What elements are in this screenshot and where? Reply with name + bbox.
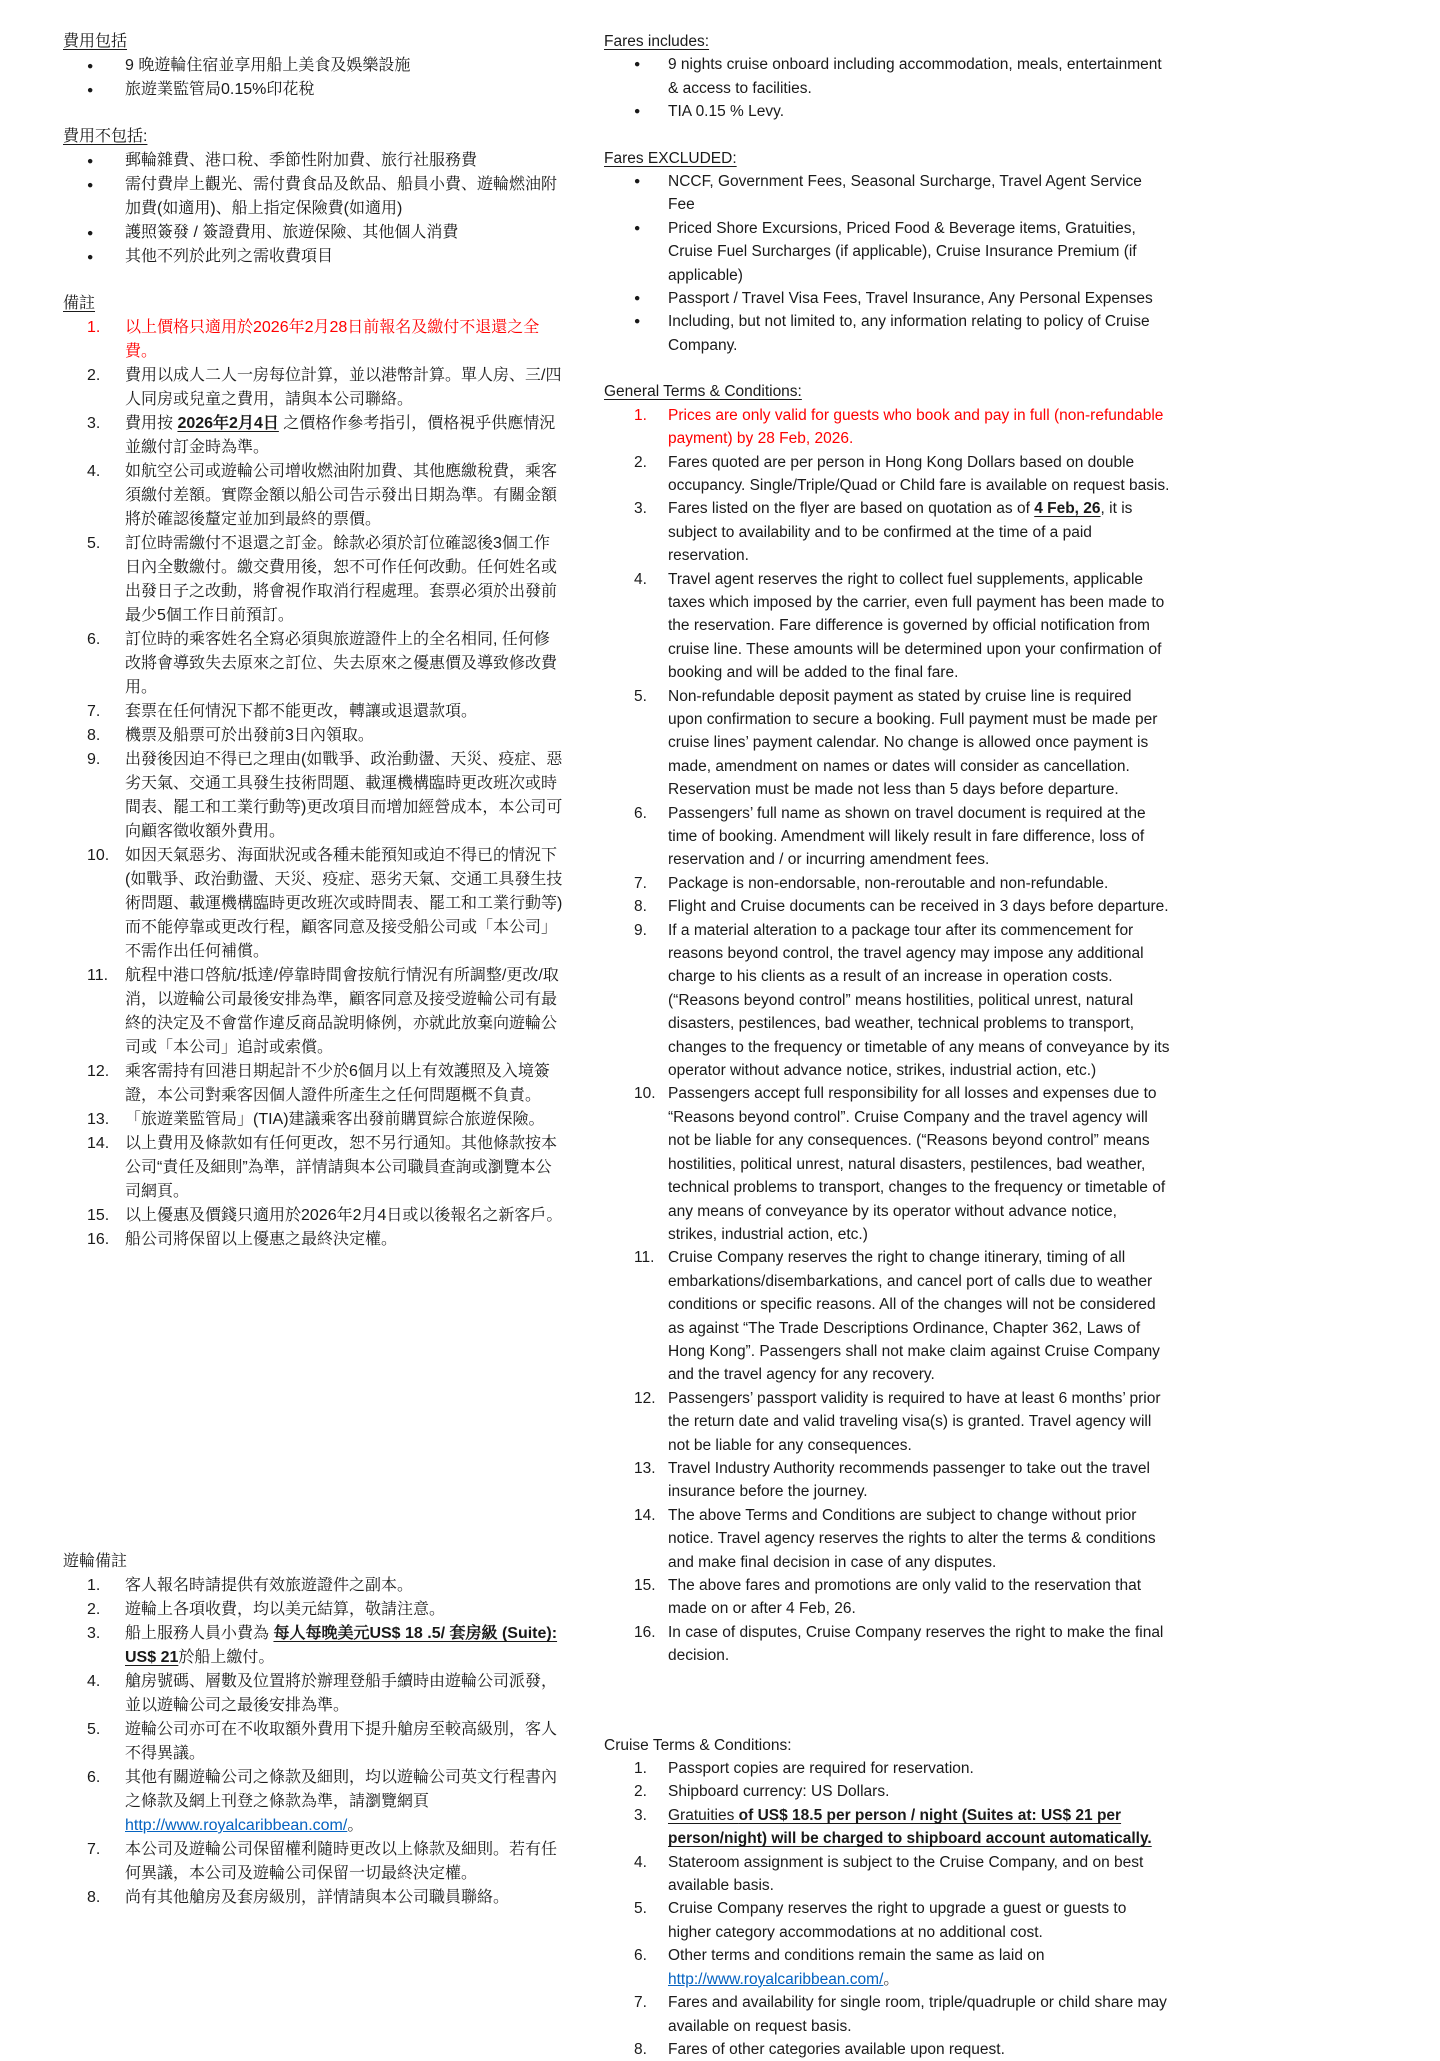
number-marker: 14. [87, 1135, 110, 1152]
item-text [668, 53, 1170, 100]
list-item [63, 245, 563, 269]
item-text [125, 1622, 563, 1670]
text-segment: Fares of other categories available upon request. [668, 2040, 1005, 2058]
number-marker: 3. [634, 500, 647, 518]
number-marker: 5. [634, 687, 647, 705]
list-item [63, 412, 563, 460]
text-segment: Cruise Company reserves the right to change itinerary, timing of all embarkations/disembarkations, and cancel port of calls due to weather conditions or specific reasons. All of the changes will not be considered as against “The Trade Descriptions Ordinance, Chapter 362, Laws of Hong Kong”. Passengers shall not make claim against Cruise Company and the travel agency for any recovery. [668, 1249, 1160, 1384]
item-text [125, 724, 563, 748]
number-marker: 8. [634, 2040, 647, 2058]
number-marker: 1. [634, 406, 647, 424]
section-list [604, 53, 1170, 123]
number-marker: 6. [634, 804, 647, 822]
list-item [604, 1082, 1170, 1246]
list-item [63, 78, 563, 102]
number-marker: 12. [87, 1063, 110, 1080]
text-segment: 本公司及遊輪公司保留權利隨時更改以上條款及細則。若有任何異議，本公司及遊輪公司保留一切最終決定權。 [125, 1841, 558, 1882]
number-marker: 1. [87, 319, 101, 336]
text-segment: 遊輪上各項收費，均以美元結算，敬請注意。 [125, 1601, 446, 1618]
item-text [125, 364, 563, 412]
item-text [668, 2038, 1170, 2061]
section-title: 費用包括 [63, 33, 128, 50]
text-segment: 訂位時的乘客姓名全寫必須與旅遊證件上的全名相同, 任何修改將會導致失去原來之訂位、失去原來之優惠價及導致修改費用。 [125, 631, 558, 696]
number-marker: 8. [87, 1889, 101, 1906]
item-text [125, 700, 563, 724]
number-marker: 6. [634, 1947, 647, 1965]
bullet-marker: ● [87, 155, 94, 167]
text-segment: 以上優惠及價錢只適用於2026年2月4日或以後報名之新客戶。 [125, 1207, 563, 1224]
section-title: 費用不包括: [63, 128, 148, 145]
text-segment: , it is subject to availability and to be confirmed at the time of a paid reservation. [668, 500, 1133, 565]
list-item [63, 700, 563, 724]
section-title: Cruise Terms & Conditions: [604, 1736, 792, 1754]
number-marker: 4. [87, 1673, 101, 1690]
text-segment: 旅遊業監管局0.15%印花稅 [125, 81, 315, 98]
section-title: 備註 [63, 295, 96, 312]
section-cruise-notes [63, 1550, 563, 1910]
list-item [63, 1598, 563, 1622]
item-text [125, 1574, 563, 1598]
item-text [125, 964, 563, 1060]
list-item [604, 1944, 1170, 1991]
list-item [63, 724, 563, 748]
list-item [604, 1991, 1170, 2038]
text-segment: TIA 0.15 % Levy. [668, 103, 785, 121]
number-marker: 5. [87, 535, 101, 552]
list-item [604, 1851, 1170, 1898]
item-text [668, 404, 1170, 451]
text-segment: Shipboard currency: US Dollars. [668, 1783, 890, 1801]
text-segment: If a material alteration to a package tour after its commencement for reasons beyond control, the travel agency may impose any additional charge to his clients as a result of an increase in operation costs. (“Reasons beyond control” means hostilities, political unrest, natural disasters, pestilences, bad weather, technical problems to transport, changes to the frequency or timetable of any means of conveyance by its operator without advance notice, strikes, industrial action, etc.) [668, 921, 1170, 1080]
text-segment: 每人每晚美元US$ 18 .5/ 套房級 (Suite): US$ 21 [125, 1625, 558, 1666]
item-text [125, 1670, 563, 1718]
list-item [604, 497, 1170, 567]
text-segment: 套票在任何情況下都不能更改，轉讓或退還款項。 [125, 703, 478, 720]
list-item [63, 532, 563, 628]
list-item [604, 451, 1170, 498]
text-segment: Flight and Cruise documents can be received in 3 days before departure. [668, 898, 1169, 916]
bullet-marker: ● [87, 84, 94, 96]
item-text [125, 245, 563, 269]
text-segment: 其他有關遊輪公司之條款及細則，均以遊輪公司英文行程書內之條款及網上刊登之條款為準，請瀏覽網頁 [125, 1769, 558, 1810]
text-segment: 費用以成人二人一房每位計算，並以港幣計算。單人房、三/四人同房或兒童之費用，請與本公司聯絡。 [125, 367, 562, 408]
text-segment: Fares quoted are per person in Hong Kong Dollars based on double occupancy. Single/Triple/Quad or Child fare is available on request basis. [668, 453, 1170, 494]
number-marker: 9. [634, 921, 647, 939]
text-segment: Cruise Company reserves the right to upgrade a guest or guests to higher category accommodations at no additional cost. [668, 1900, 1127, 1941]
item-text [125, 1228, 563, 1252]
number-marker: 8. [634, 898, 647, 916]
bullet-marker: ● [87, 251, 94, 263]
text-segment: 以上費用及條款如有任何更改，恕不另行通知。其他條款按本公司“責任及細則”為準，詳情請與本公司職員查詢或瀏覽本公司網頁。 [125, 1135, 558, 1200]
number-marker: 14. [634, 1506, 656, 1524]
list-item [63, 1886, 563, 1910]
text-segment: 需付費岸上觀光、需付費食品及飲品、船員小費、遊輪燃油附加費(如適用)、船上指定保險費(如適用) [125, 176, 558, 217]
number-marker: 3. [634, 1806, 647, 1824]
list-item [604, 1804, 1170, 1851]
item-text [125, 460, 563, 532]
text-segment: 艙房號碼、層數及位置將於辦理登船手續時由遊輪公司派發，並以遊輪公司之最後安排為準。 [125, 1673, 558, 1714]
list-item [604, 1387, 1170, 1457]
bullet-marker: ● [87, 179, 94, 191]
text-segment: Stateroom assignment is subject to the Cruise Company, and on best available basis. [668, 1853, 1144, 1895]
number-marker: 11. [634, 1249, 655, 1267]
text-segment: Travel agent reserves the right to collect fuel supplements, applicable taxes which imposed by the carrier, even full payment has been made to the reservation. Fare difference is governed by official notification from cruise line. These amounts will be determined upon your confirmation of booking and will be added to the final fare. [668, 570, 1165, 682]
list-item [63, 1838, 563, 1886]
list-item [63, 364, 563, 412]
text-segment: 9 晚遊輪住宿並享用船上美食及娛樂設施 [125, 57, 411, 74]
text-segment: 出發後因迫不得已之理由(如戰爭、政治動盪、天災、疫症、惡劣天氣、交通工具發生技術問題、載運機構臨時更改班次或時間表、罷工和工業行動等)更改項目而增加經營成本，本公司可向顧客徵收額外費用。 [125, 751, 563, 840]
section-list [604, 404, 1170, 1668]
section-list [604, 1757, 1170, 2061]
number-marker: 4. [634, 570, 647, 588]
text-segment: Travel Industry Authority recommends passenger to take out the travel insurance before the journey. [668, 1459, 1150, 1501]
section-list [63, 316, 563, 1252]
english-terms-column [604, 30, 1170, 2061]
text-segment: 船公司將保留以上優惠之最終決定權。 [125, 1231, 398, 1248]
text-segment: of US$ 18.5 per person / night (Suites at: US$ 21 per person/night) will be charged to shipboard account automatically. [668, 1806, 1152, 1848]
number-marker: 10. [634, 1085, 656, 1103]
text-segment: Other terms and conditions remain the same as laid on [668, 1947, 1045, 1965]
text-segment: Gratuities [668, 1806, 739, 1824]
item-text [125, 1766, 563, 1838]
bullet-marker: ● [634, 221, 641, 234]
list-item [604, 802, 1170, 872]
section-list [63, 1574, 563, 1910]
item-text [668, 451, 1170, 498]
text-segment: Passengers’ passport validity is required to have at least 6 months’ prior the return date and valid traveling visa(s) is granted. Travel agency will not be liable for any consequences. [668, 1389, 1161, 1454]
number-marker: 16. [634, 1623, 656, 1641]
item-text [668, 100, 1170, 123]
number-marker: 13. [87, 1111, 110, 1128]
royal-caribbean-link[interactable]: http://www.royalcaribbean.com/ [125, 1817, 348, 1834]
item-text [668, 170, 1170, 217]
item-text [668, 1574, 1170, 1621]
bullet-marker: ● [634, 58, 641, 71]
item-text [125, 221, 563, 245]
item-text [668, 1387, 1170, 1457]
item-text [125, 628, 563, 700]
list-item [604, 919, 1170, 1083]
number-marker: 5. [634, 1900, 647, 1918]
bullet-marker: ● [634, 105, 641, 118]
bullet-marker: ● [634, 175, 641, 188]
text-segment: 之價格作參考指引，價格視乎供應情況並繳付訂金時為準。 [125, 415, 556, 456]
list-item [604, 568, 1170, 685]
list-item [604, 895, 1170, 918]
list-item [604, 53, 1170, 100]
item-text [668, 1991, 1170, 2038]
number-marker: 13. [634, 1459, 656, 1477]
text-segment: 費用按 [125, 415, 178, 432]
item-text [125, 844, 563, 964]
text-segment: Priced Shore Excursions, Priced Food & Beverage items, Gratuities, Cruise Fuel Surcharges (if applicable), Cruise Insurance Premium (if applicable) [668, 219, 1137, 284]
item-text [668, 685, 1170, 802]
number-marker: 1. [87, 1577, 101, 1594]
list-item [604, 217, 1170, 287]
list-item [63, 1228, 563, 1252]
text-segment: 機票及船票可於出發前3日內領取。 [125, 727, 374, 744]
section-remarks [63, 292, 563, 1252]
text-segment: Passport copies are required for reservation. [668, 1760, 974, 1778]
text-segment: 遊輪公司亦可在不收取額外費用下提升艙房至較高級別，客人不得異議。 [125, 1721, 558, 1762]
text-segment: 。 [347, 1817, 364, 1834]
number-marker: 8. [87, 727, 101, 744]
section-fees-include [63, 30, 563, 102]
list-item [63, 1670, 563, 1718]
list-item [604, 100, 1170, 123]
list-item [604, 872, 1170, 895]
list-item [604, 170, 1170, 217]
item-text [668, 1082, 1170, 1246]
item-text [125, 1108, 563, 1132]
text-segment: Including, but not limited to, any information relating to policy of Cruise Company. [668, 313, 1150, 354]
item-text [668, 895, 1170, 918]
text-segment: 4 Feb, 26 [1034, 500, 1101, 518]
text-segment: Fares and availability for single room, triple/quadruple or child share may available on request basis. [668, 1994, 1167, 2035]
list-item [63, 964, 563, 1060]
number-marker: 12. [634, 1389, 656, 1407]
list-item [604, 1574, 1170, 1621]
item-text [125, 532, 563, 628]
number-marker: 7. [87, 703, 101, 720]
text-segment: Passengers accept full responsibility for all losses and expenses due to “Reasons beyond control”. Cruise Company and the travel agency will not be liable for any consequences. (“Reasons beyond control” means hostilities, political unrest, natural disasters, pestilences, bad weather, technical problems to transport, changes to the frequency or timetable of any means of conveyance by its operator without advance notice, strikes, industrial action, etc.) [668, 1085, 1166, 1243]
number-marker: 16. [87, 1231, 110, 1248]
text-segment: Package is non-endorsable, non-reroutable and non-refundable. [668, 874, 1109, 892]
list-item [604, 685, 1170, 802]
number-marker: 4. [87, 463, 101, 480]
text-segment: 訂位時需繳付不退還之訂金。餘款必須於訂位確認後3個工作日內全數繳付。繳交費用後，恕不可作任何改動。任何姓名或出發日子之改動，將會視作取消行程處理。套票必須於出發前最少5個工作日前預訂。 [125, 535, 558, 624]
text-segment: 客人報名時請提供有效旅遊證件之副本。 [125, 1577, 414, 1594]
list-item [604, 1897, 1170, 1944]
item-text [668, 872, 1170, 895]
text-segment: 尚有其他艙房及套房級別，詳情請與本公司職員聯絡。 [125, 1889, 510, 1906]
item-text [668, 1897, 1170, 1944]
item-text [125, 1204, 563, 1228]
number-marker: 4. [634, 1853, 647, 1871]
item-text [668, 217, 1170, 287]
text-segment: 如航空公司或遊輪公司增收燃油附加費、其他應繳稅費，乘客須繳付差額。實際金額以船公司告示發出日期為準。有關金額將於確認後釐定並加到最終的票價。 [125, 463, 558, 528]
list-item [63, 460, 563, 532]
list-item [63, 748, 563, 844]
text-segment: 「旅遊業監管局」(TIA)建議乘客出發前購買綜合旅遊保險。 [125, 1111, 545, 1128]
item-text [668, 1457, 1170, 1504]
section-fees-exclude [63, 125, 563, 269]
text-segment: 郵輪雜費、港口稅、季節性附加費、旅行社服務費 [125, 152, 478, 169]
text-segment: 。 [883, 1970, 899, 1988]
list-item [604, 1457, 1170, 1504]
item-text [668, 1246, 1170, 1386]
list-item [604, 1504, 1170, 1574]
royal-caribbean-link[interactable]: http://www.royalcaribbean.com/ [668, 1970, 884, 1988]
list-item [63, 221, 563, 245]
text-segment: Fares listed on the flyer are based on quotation as of [668, 500, 1035, 518]
text-segment: 以上價格只適用於2026年2月28日前報名及繳付不退還之全費。 [125, 319, 540, 360]
item-text [668, 1804, 1170, 1851]
item-text [125, 1886, 563, 1910]
bullet-marker: ● [634, 315, 641, 328]
text-segment: Prices are only valid for guests who book and pay in full (non-refundable payment) by 28 Feb, 2026. [668, 406, 1164, 448]
section-title: 遊輪備註 [63, 1553, 128, 1570]
item-text [668, 1851, 1170, 1898]
number-marker: 2. [87, 1601, 101, 1618]
number-marker: 15. [634, 1577, 656, 1594]
item-text [668, 568, 1170, 685]
item-text [125, 412, 563, 460]
number-marker: 6. [87, 1769, 101, 1786]
item-text [125, 1598, 563, 1622]
number-marker: 7. [634, 874, 647, 892]
list-item [63, 316, 563, 364]
item-text [125, 78, 563, 102]
section-general-terms [604, 380, 1170, 1667]
section-fares-includes [604, 30, 1170, 124]
item-text [668, 1944, 1170, 1991]
text-segment: 2026年2月4日 [177, 415, 279, 432]
number-marker: 10. [87, 847, 110, 864]
list-item [63, 628, 563, 700]
bullet-marker: ● [87, 60, 94, 72]
text-segment: NCCF, Government Fees, Seasonal Surcharge, Travel Agent Service Fee [668, 173, 1142, 214]
item-text [668, 310, 1170, 357]
chinese-terms-column [63, 30, 563, 1910]
text-segment: Passport / Travel Visa Fees, Travel Insurance, Any Personal Expenses [668, 290, 1153, 308]
section-list [604, 170, 1170, 357]
item-text [668, 919, 1170, 1083]
section-title: Fares includes: [604, 33, 710, 50]
number-marker: 3. [87, 415, 101, 432]
list-item [63, 1622, 563, 1670]
text-segment: 9 nights cruise onboard including accommodation, meals, entertainment & access to facilities. [668, 56, 1162, 97]
number-marker: 2. [634, 453, 647, 471]
text-segment: 乘客需持有回港日期起計不少於6個月以上有效護照及入境簽證，本公司對乘客因個人證件所產生之任何問題概不負責。 [125, 1063, 550, 1104]
number-marker: 2. [634, 1783, 647, 1801]
text-segment: 其他不列於此列之需收費項目 [125, 248, 334, 265]
number-marker: 3. [87, 1625, 101, 1642]
text-segment: 護照簽發 / 簽證費用、旅遊保險、其他個人消費 [125, 224, 459, 241]
item-text [668, 287, 1170, 310]
list-item [63, 149, 563, 173]
item-text [125, 149, 563, 173]
list-item [604, 2038, 1170, 2061]
text-segment: 如因天氣惡劣、海面狀況或各種未能預知或迫不得已的情況下(如戰爭、政治動盪、天災、疫症、惡劣天氣、交通工具發生技術問題、載運機構臨時更改班次或時間表、罷工和工業行動等)而不能停靠或更改行程，顧客同意及接受船公司或「本公司」不需作出任何補償。 [125, 847, 563, 960]
list-item [604, 1757, 1170, 1780]
list-item [604, 1780, 1170, 1803]
item-text [668, 1757, 1170, 1780]
text-segment: Non-refundable deposit payment as stated by cruise line is required upon confirmation to secure a booking. Full payment must be made per cruise lines’ payment calendar. No change is allowed once payment is made, amendment on names or dates will consider as cancellation. Reservation must be made not less than 5 days before departure. [668, 687, 1158, 799]
list-item [63, 1204, 563, 1228]
item-text [125, 173, 563, 221]
text-segment: 於船上繳付。 [178, 1649, 275, 1666]
list-item [604, 287, 1170, 310]
item-text [668, 1780, 1170, 1803]
item-text [125, 1838, 563, 1886]
number-marker: 5. [87, 1721, 101, 1738]
list-item [63, 173, 563, 221]
bullet-marker: ● [87, 227, 94, 239]
item-text [125, 1132, 563, 1204]
item-text [125, 316, 563, 364]
section-title: General Terms & Conditions: [604, 383, 802, 401]
text-segment: 航程中港口啓航/抵達/停靠時間會按航行情況有所調整/更改/取消，以遊輪公司最後安排為準，顧客同意及接受遊輪公司有最終的決定及不會當作違反商品說明條例，亦就此放棄向遊輪公司或「本公司」追討或索償。 [125, 967, 559, 1056]
section-list [63, 149, 563, 269]
item-text [125, 748, 563, 844]
list-item [63, 1108, 563, 1132]
list-item [63, 1132, 563, 1204]
number-marker: 11. [87, 967, 109, 984]
section-fares-excluded [604, 147, 1170, 358]
list-item [604, 310, 1170, 357]
item-text [125, 1060, 563, 1108]
list-item [63, 844, 563, 964]
number-marker: 9. [87, 751, 101, 768]
text-segment: Passengers’ full name as shown on travel document is required at the time of booking. Amendment will likely result in fare difference, loss of reservation and / or incurring amendment fees. [668, 804, 1146, 869]
list-item [63, 54, 563, 78]
list-item [604, 404, 1170, 451]
item-text [668, 497, 1170, 567]
item-text [668, 1621, 1170, 1668]
item-text [125, 54, 563, 78]
text-segment: In case of disputes, Cruise Company reserves the right to make the final decision. [668, 1623, 1164, 1665]
number-marker: 1. [634, 1760, 647, 1778]
list-item [604, 1246, 1170, 1386]
list-item [63, 1574, 563, 1598]
bullet-marker: ● [634, 292, 641, 305]
list-item [604, 1621, 1170, 1668]
list-item [63, 1718, 563, 1766]
number-marker: 15. [87, 1207, 110, 1224]
number-marker: 7. [87, 1841, 101, 1858]
list-item [63, 1766, 563, 1838]
text-segment: 船上服務人員小費為 [125, 1625, 274, 1642]
text-segment: The above fares and promotions are only valid to the reservation that made on or after 4 Feb, 26. [668, 1577, 1142, 1618]
item-text [125, 1718, 563, 1766]
section-list [63, 54, 563, 102]
item-text [668, 1504, 1170, 1574]
number-marker: 7. [634, 1994, 647, 2012]
section-title: Fares EXCLUDED: [604, 149, 737, 167]
number-marker: 6. [87, 631, 101, 648]
text-segment: The above Terms and Conditions are subject to change without prior notice. Travel agency reserves the rights to alter the terms & conditions and make final decision in case of any disputes. [668, 1506, 1156, 1571]
item-text [668, 802, 1170, 872]
number-marker: 2. [87, 367, 101, 384]
list-item [63, 1060, 563, 1108]
section-cruise-terms [604, 1734, 1170, 2061]
